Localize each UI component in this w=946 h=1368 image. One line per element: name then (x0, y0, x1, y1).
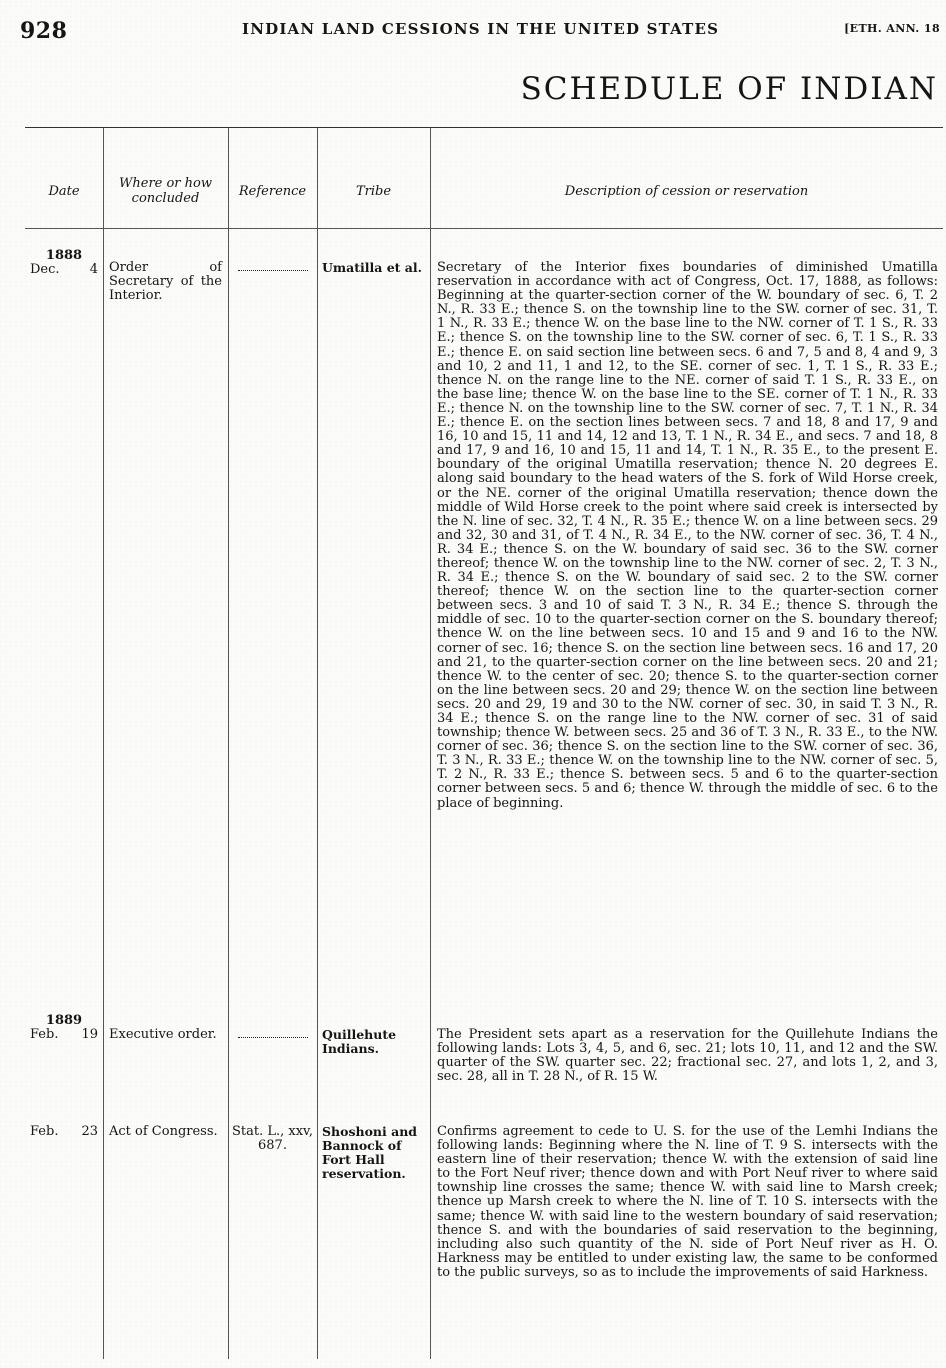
row-reference (232, 261, 313, 275)
row-date (30, 1028, 98, 1042)
row-where-concluded: Executive order. (109, 1027, 217, 1042)
row-day: 4 (89, 262, 98, 277)
row-month: Feb. (30, 1124, 59, 1139)
row-day: 23 (81, 1124, 98, 1139)
row-tribe: Umatilla et al. (322, 260, 422, 275)
column-header-description: Description of cession or reservation (564, 183, 809, 199)
row-tribe: Quillehute Indians. (322, 1027, 397, 1057)
row-tribe: Shoshoni and Bannock of Fort Hall reservation. (322, 1124, 418, 1182)
row-year: 1889 (45, 1013, 83, 1028)
row-description: Confirms agreement to cede to U. S. for the use of the Lemhi Indians the following lands: Beginning where the N. line of T. 9 S. intersects with the eastern line of their reservation; thence W. with the extension of said line to the Fort Neuf river; thence down and with Port Neuf river to where said township line crosses the same; thence W. with said line to Marsh creek; thence up Marsh creek to where the N. line of T. 10 S. intersects with the same; thence W. with said line to the western boundary of said reservation; thence S. and with the boundaries of said reservation to the beginning, including also such quantity of the N. side of Port Neuf river as H. O. Harkness may be entitled to under existing law, the same to be conformed to the public surveys, so as to include the improvements of said Harkness. (437, 1124, 938, 1280)
row-date (30, 263, 98, 277)
column-rule (317, 128, 318, 1359)
report-note: [ETH. ANN. 18 (844, 22, 940, 35)
column-rule (430, 128, 431, 1359)
row-month: Dec. (30, 262, 60, 277)
page-number: 928 (20, 18, 68, 44)
row-where-concluded: Order of Secretary of the Interior. (109, 260, 222, 304)
row-day: 19 (81, 1027, 98, 1042)
column-header-reference: Reference (238, 183, 307, 199)
reference-leader (238, 262, 308, 271)
row-description: Secretary of the Interior fixes boundaries of diminished Umatilla reservation in accordance with act of Congress, Oct. 17, 1888, as follows: Beginning at the quarter-section corner of the W. boundary of sec. 6, T. 2 N., R. 33 E.; thence S. on the township line to the SW. corner of sec. 31, T. 1 N., R. 33 E.; thence W. on the base line to the NW. corner of T. 1 S., R. 33 E.; thence S. on the township line to the SW. corner of sec. 6, T. 1 S., R. 33 E.; thence E. on said section line between secs. 6 and 7, 5 and 8, 4 and 9, 3 and 10, 2 and 11, 1 and 12, to the SE. corner of sec. 1, T. 1 S., R. 33 E.; thence N. on the range line to the NE. corner of said T. 1 S., R. 33 E., on the base line; thence W. on the base line to the SE. corner of T. 1 N., R. 33 E.; thence N. on the township line to the SW. corner of sec. 7, T. 1 N., R. 34 E.; thence E. on the section lines between secs. 7 and 18, 8 and 17, 9 and 16, 10 and 15, 11 and 14, 12 and 13, T. 1 N., R. 34 E., and secs. 7 and 18, 8 and 17, 9 and 16, 10 and 15, 11 and 14, T. 1 N., R. 35 E., to the present E. boundary of the original Umatilla reservation; thence N. 20 degrees E. along said boundary to the head waters of the S. fork of Wild Horse creek, or the NE. corner of the original Umatilla reservation; thence down the middle of Wild Horse creek to the point where said creek is intersected by the N. line of sec. 32, T. 4 N., R. 35 E.; thence W. on a line between secs. 29 and 32, 30 and 31, of T. 4 N., R. 34 E., to the NW. corner of sec. 36, T. 4 N., R. 34 E.; thence S. on the W. boundary of said sec. 36 to the SW. corner thereof; thence W. on the township line to the NW. corner of sec. 2, T. 3 N., R. 34 E.; thence S. on the W. boundary of said sec. 2 to the SW. corner thereof; thence W. on the section line to the quarter-section corner between secs. 3 and 10 of said T. 3 N., R. 34 E.; thence S. through the middle of sec. 10 to the quarter-section corner on the S. boundary thereof; thence W. on the line between secs. 10 and 15 and 9 and 16 to the NW. corner of sec. 16; thence S. on the section line between secs. 16 and 17, 20 and 21, to the quarter-section corner on the line between secs. 20 and 21; thence W. to the center of sec. 20; thence S. to the quarter-section corner on the line between secs. 20 and 29; thence W. on the section line between secs. 20 and 29, 19 and 30 to the NW. corner of sec. 30, in said T. 3 N., R. 34 E.; thence S. on the range line to the NW. corner of sec. 31 of said township; thence W. between secs. 25 and 36 of T. 3 N., R. 33 E., to the NW. corner of sec. 36; thence S. on the section line to the SW. corner of sec. 36, T. 3 N., R. 33 E.; thence W. on the township line to the NW. corner of sec. 5, T. 2 N., R. 33 E.; thence S. between secs. 5 and 6 to the quarter-section corner between secs. 5 and 6; thence W. through the middle of sec. 6 to the place of beginning. (437, 260, 938, 811)
reference-leader (238, 1029, 308, 1038)
cessions-table (25, 127, 943, 1358)
schedule-title: SCHEDULE OF INDIAN (520, 71, 938, 107)
header-divider (25, 228, 943, 229)
row-date (30, 1125, 98, 1139)
row-month: Feb. (30, 1027, 59, 1042)
row-year: 1888 (45, 248, 83, 263)
row-where-concluded: Act of Congress. (109, 1124, 218, 1139)
running-title: INDIAN LAND CESSIONS IN THE UNITED STATES (242, 20, 720, 38)
row-reference: Stat. L., xxv, 687. (232, 1124, 313, 1154)
column-rule (103, 128, 104, 1359)
running-head (20, 18, 942, 46)
column-rule (228, 128, 229, 1359)
row-description: The President sets apart as a reservation for the Quillehute Indians the following lands: Lots 3, 4, 5, and 6, sec. 21; lots 10, 11, and 12 and the SW. quarter of the SW. quarter sec. 22; fractional sec. 27, and lots 1, 2, and 3, sec. 28, all in T. 28 N., of R. 15 W. (437, 1027, 938, 1085)
column-header-where-concluded: Where or how concluded (119, 176, 212, 206)
column-header-date: Date (48, 183, 80, 199)
row-reference (232, 1028, 313, 1042)
column-header-tribe: Tribe (355, 183, 392, 199)
